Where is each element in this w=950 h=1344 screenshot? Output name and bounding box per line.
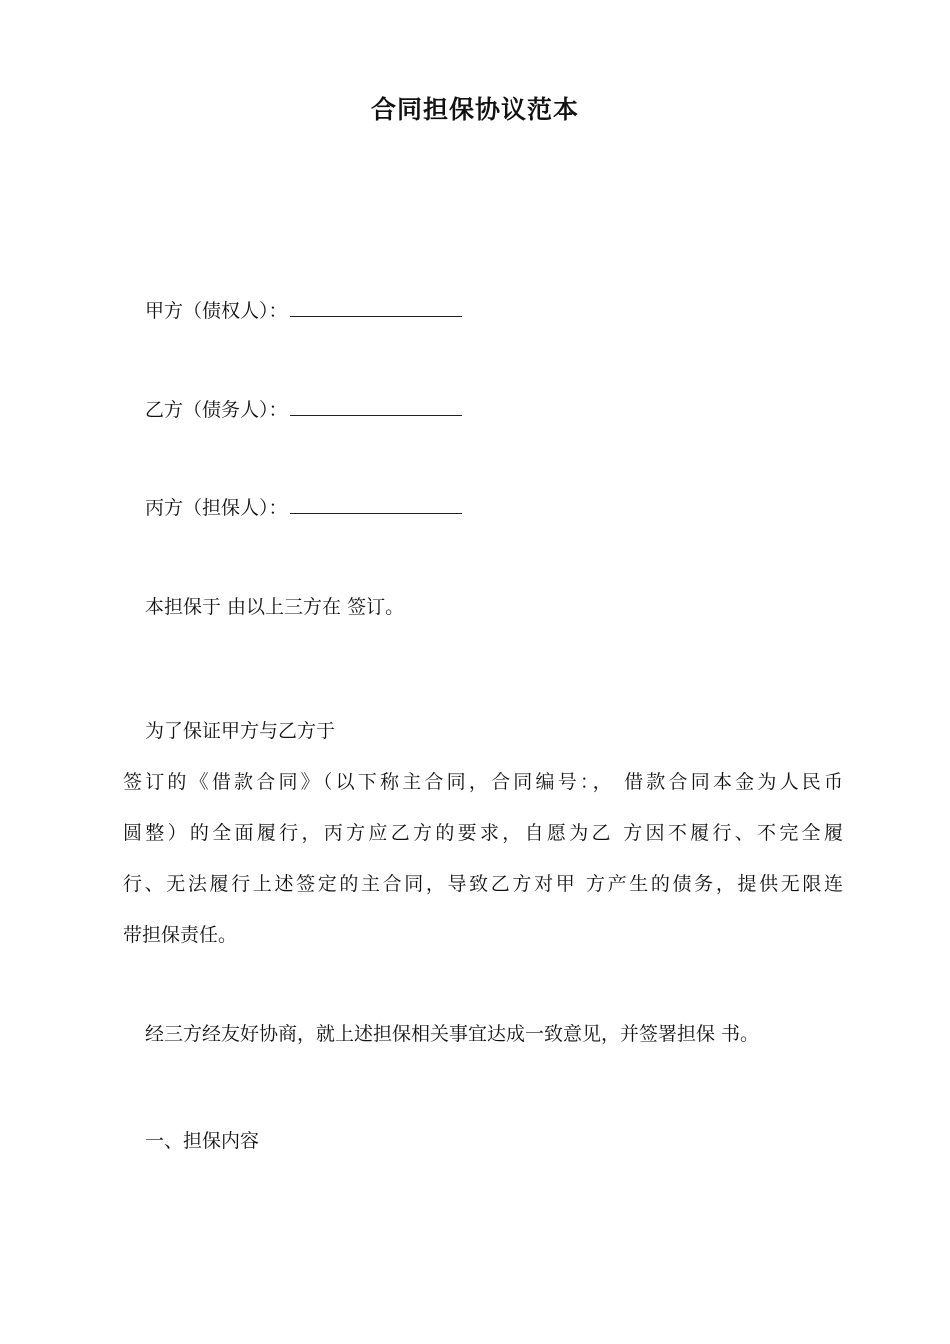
paragraph-line: 带担保责任。 <box>123 924 238 946</box>
party-b-line <box>145 395 462 422</box>
party-c-label: 丙方（担保人）： <box>145 497 288 519</box>
purpose-intro: 为了保证甲方与乙方于 <box>145 720 336 742</box>
purpose-paragraph <box>123 769 843 973</box>
signing-statement: 本担保于 由以上三方在 签订。 <box>145 596 405 618</box>
document-title: 合同担保协议范本 <box>370 95 579 124</box>
party-b-blank <box>290 401 462 416</box>
section-1-heading: 一、担保内容 <box>145 1130 260 1152</box>
paragraph-line: 行、无法履行上述签定的主合同，导致乙方对甲 方产生的债务，提供无限连 <box>123 873 843 895</box>
paragraph-line: 圆整）的全面履行，丙方应乙方的要求，自愿为乙 方因不履行、不完全履 <box>123 822 843 844</box>
party-c-line <box>145 493 462 520</box>
party-a-blank <box>290 302 462 317</box>
party-a-label: 甲方（债权人）： <box>145 300 288 322</box>
agreement-statement: 经三方经友好协商，就上述担保相关事宜达成一致意见，并签署担保 书。 <box>145 1023 760 1045</box>
party-b-label: 乙方（债务人）： <box>145 399 288 421</box>
party-a-line <box>145 296 462 323</box>
party-c-blank <box>290 499 462 514</box>
paragraph-line: 签订的《借款合同》（以下称主合同，合同编号：， 借款合同本金为人民币 <box>123 771 843 793</box>
